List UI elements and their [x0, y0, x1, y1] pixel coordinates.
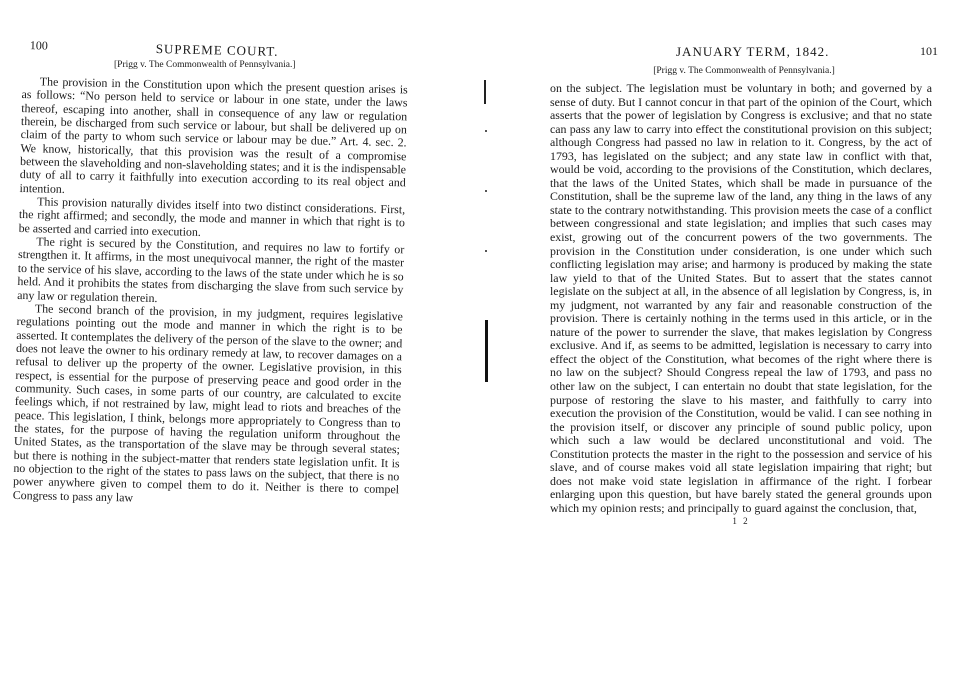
left-paragraph: The provision in the Constitution upon which the present question arises is as follows: “No person held to service or labour in one state, under the laws thereof, escaping into another, shall in consequence of any law or regulation therein, be discharged from such service or labour, but shall be delivered up on claim of the party to whom such service or labour may be due.” Art. 4. sec. 2. We know, historically, that this provision was the result of a compromise between the slaveholding and non-slaveholding states; and it is the indispensable duty of all to carry it faithfully into execution according to its real object and intention.: [19, 74, 408, 196]
gutter-dot: [485, 130, 487, 132]
left-body-text: [13, 75, 408, 510]
left-paragraph: The second branch of the provision, in my judgment, requires legislative regulations pointing out the mode and manner in which the right is to be asserted. It contemplates the delivery of the person of the slave to the owner; and does not leave the owner to his ordinary remedy at law, to recover damages on a refusal to deliver up the property of the owner. Legislative provision, in this respect, is essential for the purpose of preserving peace and good order in the community. Such cases, in some parts of our country, are calculated to excite feelings which, if not restrained by law, might lead to riots and breaches of the peace. This legislation, I think, belongs more appropriately to Congress than to the states, for the purpose of having the regulation uniform throughout the United States, as the transportation of the slave may be through several states; but there is nothing in the subject-matter that renders state legislation unfit. It is no objection to the right of the states to pass laws on the subject, that there is no power anywhere given to compel them to do it. Neither is there to compel Congress to pass any law: [12, 301, 403, 505]
right-page-header: [550, 44, 938, 66]
right-body-text: [550, 82, 932, 516]
book-gutter: [484, 70, 488, 380]
left-paragraph: The right is secured by the Constitution, and requires no law to fortify or strengthen it. It affirms, in the most unequivocal manner, the right of the master to the service of his slave, according to the laws of the state under which he is so held. And it prohibits the states from discharging the slave from such service by any law or regulation therein.: [17, 234, 405, 305]
left-running-title: SUPREME COURT.: [155, 41, 279, 59]
left-paragraph: This provision naturally divides itself into two distinct considerations. First, the right affirmed; and secondly, the mode and manner in which that right is to be asserted and carried into execution.: [18, 194, 406, 239]
gutter-dot: [485, 190, 487, 192]
right-case-caption: [Prigg v. The Commonwealth of Pennsylvania.]: [653, 66, 835, 76]
left-page: [0, 0, 478, 686]
gutter-dot: [485, 250, 487, 252]
right-running-title: JANUARY TERM, 1842.: [676, 44, 830, 59]
right-paragraph: on the subject. The legislation must be voluntary in both; and governed by a sense of duty. But I cannot concur in that part of the opinion of the Court, which asserts that the power of legislation by Congress is exclusive; and that no state can pass any law to carry into effect the constitutional provision on this subject; although Congress had passed no law in relation to it. Congress, by the act of 1793, has legislated on the subject; and any state law in conflict with that, would be void, according to the provisions of the Constitution, which declares, that the laws of the United States, which shall be made in pursuance of the Constitution, shall be the supreme law of the land, any thing in the laws of any state to the contrary notwithstanding. This provision meets the case of a conflict between congressional and state legislation; and implies that such cases may exist, growing out of the concurrent powers of the two governments. The provision in the Constitution under consideration, is one under which such conflicting legislation may arise; and harmony is produced by making the state law yield to that of the United States. But to assert that the states cannot legislate on the subject at all, in the absence of all legislation by Congress, is, in my judgment, not warranted by any fair and reasonable construction of the provision. There is certainly nothing in the terms used in this article, or in the nature of the power to surrender the slave, that makes legislation by Congress exclusive. And if, as seems to be admitted, legislation is necessary to carry into effect the object of the Constitution, what becomes of the right where there is no law on the subject? Should Congress repeal the law of 1793, and pass no other law on the subject, I can entertain no doubt that state legislation, for the purpose of restoring the slave to his master, and faithfully to carry into execution the provision of the Constitution, would be valid. I can see nothing in the provision itself, or discover any principle of sound public policy, upon which such a law would be declared unconstitutional and void. The Constitution protects the master in the right to the possession and service of his slave, and of course makes void all state legislation impairing that right; but does not make void state legislation in affirmance of the right. I forbear enlarging upon this question, but have barely stated the general grounds upon which my opinion rests; and principally to guard against the conclusion, that,: [550, 81, 932, 515]
gutter-mark: [485, 320, 488, 382]
gutter-mark: [484, 80, 486, 104]
right-page: [500, 0, 980, 686]
right-page-number: 101: [920, 44, 938, 58]
left-case-caption: [Prigg v. The Commonwealth of Pennsylvania.]: [114, 60, 296, 70]
left-page-number: 100: [29, 38, 48, 53]
signature-mark: 1 2: [732, 515, 750, 526]
